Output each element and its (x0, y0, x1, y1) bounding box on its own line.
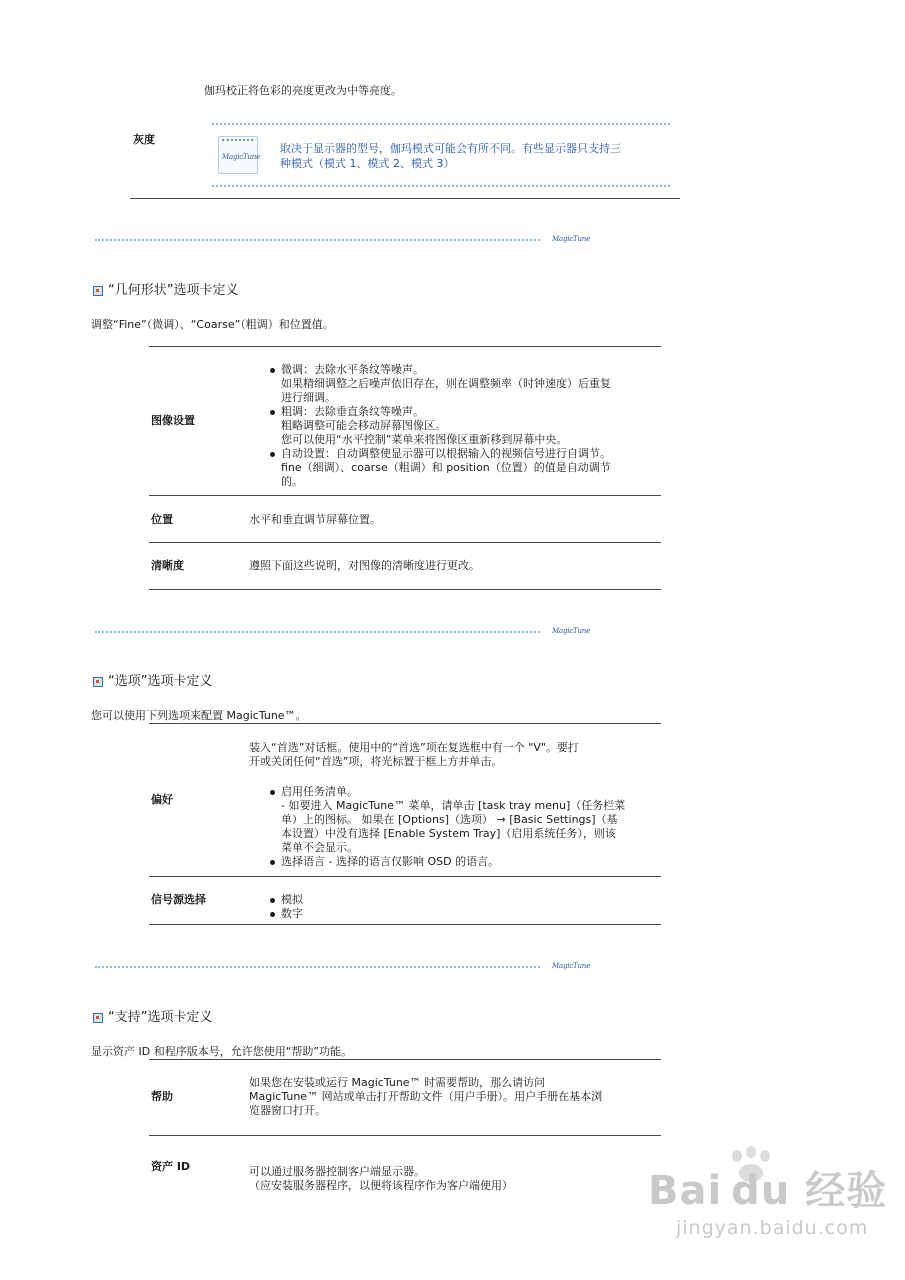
help-text-1: 如果您在安装或运行 MagicTune™ 时需要帮助，那么请访问 (249, 1076, 546, 1089)
support-section-title (93, 1010, 212, 1026)
pref-task-desc-4: 菜单不会显示。 (281, 841, 358, 854)
pref-language-item: 选择语言 - 选择的语言仅影响 OSD 的语言。 (281, 855, 500, 868)
options-intro: 您可以使用下列选项来配置 MagicTune™。 (91, 709, 307, 722)
image-coarse-desc-2: 您可以使用“水平控制”菜单来将图像区重新移到屏幕中央。 (281, 433, 568, 446)
note-logo: MagicTune (222, 153, 261, 161)
section-bullet-icon (93, 286, 103, 296)
preferences-text-2: 开或关闭任何“首选”项，将光标置于框上方并单击。 (249, 755, 503, 768)
magictune-logo-3: MagicTune (552, 962, 591, 970)
source-select-label: 信号源选择 (151, 893, 206, 906)
list-item (268, 363, 668, 405)
asset-id-text-2: （应安装服务器程序，以便将该程序作为客户端使用） (249, 1179, 513, 1192)
section-divider-1 (95, 239, 540, 241)
section-bullet-icon (93, 1013, 103, 1023)
magictune-logo-1: MagicTune (552, 235, 591, 243)
geometry-table-top-rule (149, 346, 661, 347)
gamma-text: 伽玛校正将色彩的亮度更改为中等亮度。 (204, 84, 402, 97)
preferences-label: 偏好 (151, 793, 173, 806)
list-item (268, 785, 668, 855)
table-rule (149, 876, 661, 877)
table-rule (149, 1135, 661, 1136)
support-table-top-rule (149, 1059, 661, 1060)
list-item: 数字 (268, 907, 468, 921)
table-rule (149, 924, 661, 925)
options-title-text: “选项”选项卡定义 (108, 674, 213, 689)
note-line-2: 种模式（模式 1、模式 2、模式 3） (280, 157, 455, 170)
position-label: 位置 (151, 513, 173, 526)
geometry-intro: 调整“Fine”（微调）、“Coarse”（粗调）和位置值。 (91, 318, 334, 331)
image-auto-desc-1: fine（细调）、coarse（粗调）和 position（位置）的值是自动调节 (281, 461, 611, 474)
top-table-bottom-rule (130, 198, 680, 199)
section-divider-3 (95, 966, 540, 968)
sharpness-label: 清晰度 (151, 559, 184, 572)
source-select-list (268, 893, 468, 921)
image-fine-desc-2: 进行细调。 (281, 391, 336, 404)
section-divider-2 (95, 631, 540, 633)
watermark-url: jingyan.baidu.com (676, 1217, 869, 1239)
help-text-2: MagicTune™ 网站或单击打开帮助文件（用户手册）。用户手册在基本浏 (249, 1090, 603, 1103)
position-text: 水平和垂直调节屏幕位置。 (249, 513, 381, 526)
help-text-3: 览器窗口打开。 (249, 1104, 326, 1117)
image-coarse-desc-1: 粗略调整可能会移动屏幕图像区。 (281, 419, 446, 432)
gray-label: 灰度 (133, 133, 155, 146)
magictune-logo-2: MagicTune (552, 627, 591, 635)
list-item (268, 405, 668, 447)
image-coarse-item: 粗调：去除垂直条纹等噪声。 (281, 405, 424, 418)
pref-task-desc-2: 单）上的图标。 如果在 [Options]（选项） → [Basic Settings]（基 (281, 813, 618, 826)
note-icon (218, 136, 261, 174)
pref-task-desc-3: 本设置）中没有选择 [Enable System Tray]（启用系统任务），则该 (281, 827, 616, 840)
image-fine-item: 微调：去除水平条纹等噪声。 (281, 363, 424, 376)
sharpness-text: 遵照下面这些说明，对图像的清晰度进行更改。 (249, 559, 480, 572)
list-item (268, 855, 668, 869)
note-icon-rings (222, 139, 253, 144)
preferences-text-1: 装入“首选”对话框。使用中的“首选”项在复选框中有一个 "V"。要打 (249, 741, 579, 754)
note-line-1: 取决于显示器的型号，伽玛模式可能会有所不同。有些显示器只支持三 (280, 142, 621, 155)
image-auto-desc-2: 的。 (281, 475, 303, 488)
geometry-section-title (93, 283, 238, 299)
image-auto-item: 自动设置：自动调整使显示器可以根据输入的视频信号进行自调节。 (281, 447, 611, 460)
list-item (268, 447, 668, 489)
support-intro: 显示资产 ID 和程序版本号，允许您使用“帮助”功能。 (91, 1045, 353, 1058)
note-border-top (212, 123, 670, 125)
help-label: 帮助 (151, 1090, 173, 1103)
options-table-top-rule (149, 723, 661, 724)
note-border-bottom (212, 185, 670, 187)
table-rule (149, 542, 661, 543)
support-title-text: “支持”选项卡定义 (108, 1010, 213, 1025)
table-rule (149, 495, 661, 496)
pref-task-item: 启用任务清单。 (281, 785, 358, 798)
table-rule (149, 589, 661, 590)
options-section-title (93, 674, 212, 690)
list-item: 模拟 (268, 893, 468, 907)
image-settings-list (268, 363, 668, 489)
preferences-list (268, 785, 668, 869)
section-bullet-icon (93, 677, 103, 687)
baidu-jingyan-watermark: Bai du 经验 (648, 1168, 888, 1214)
image-settings-label: 图像设置 (151, 414, 195, 427)
asset-id-label: 资产 ID (151, 1160, 191, 1173)
geometry-title-text: “几何形状”选项卡定义 (108, 283, 239, 298)
image-fine-desc-1: 如果精细调整之后噪声依旧存在，则在调整频率（时钟速度）后重复 (281, 377, 611, 390)
asset-id-text-1: 可以通过服务器控制客户端显示器。 (249, 1165, 425, 1178)
pref-task-desc-1: - 如要进入 MagicTune™ 菜单，请单击 [task tray menu]（任务栏菜 (281, 799, 626, 812)
